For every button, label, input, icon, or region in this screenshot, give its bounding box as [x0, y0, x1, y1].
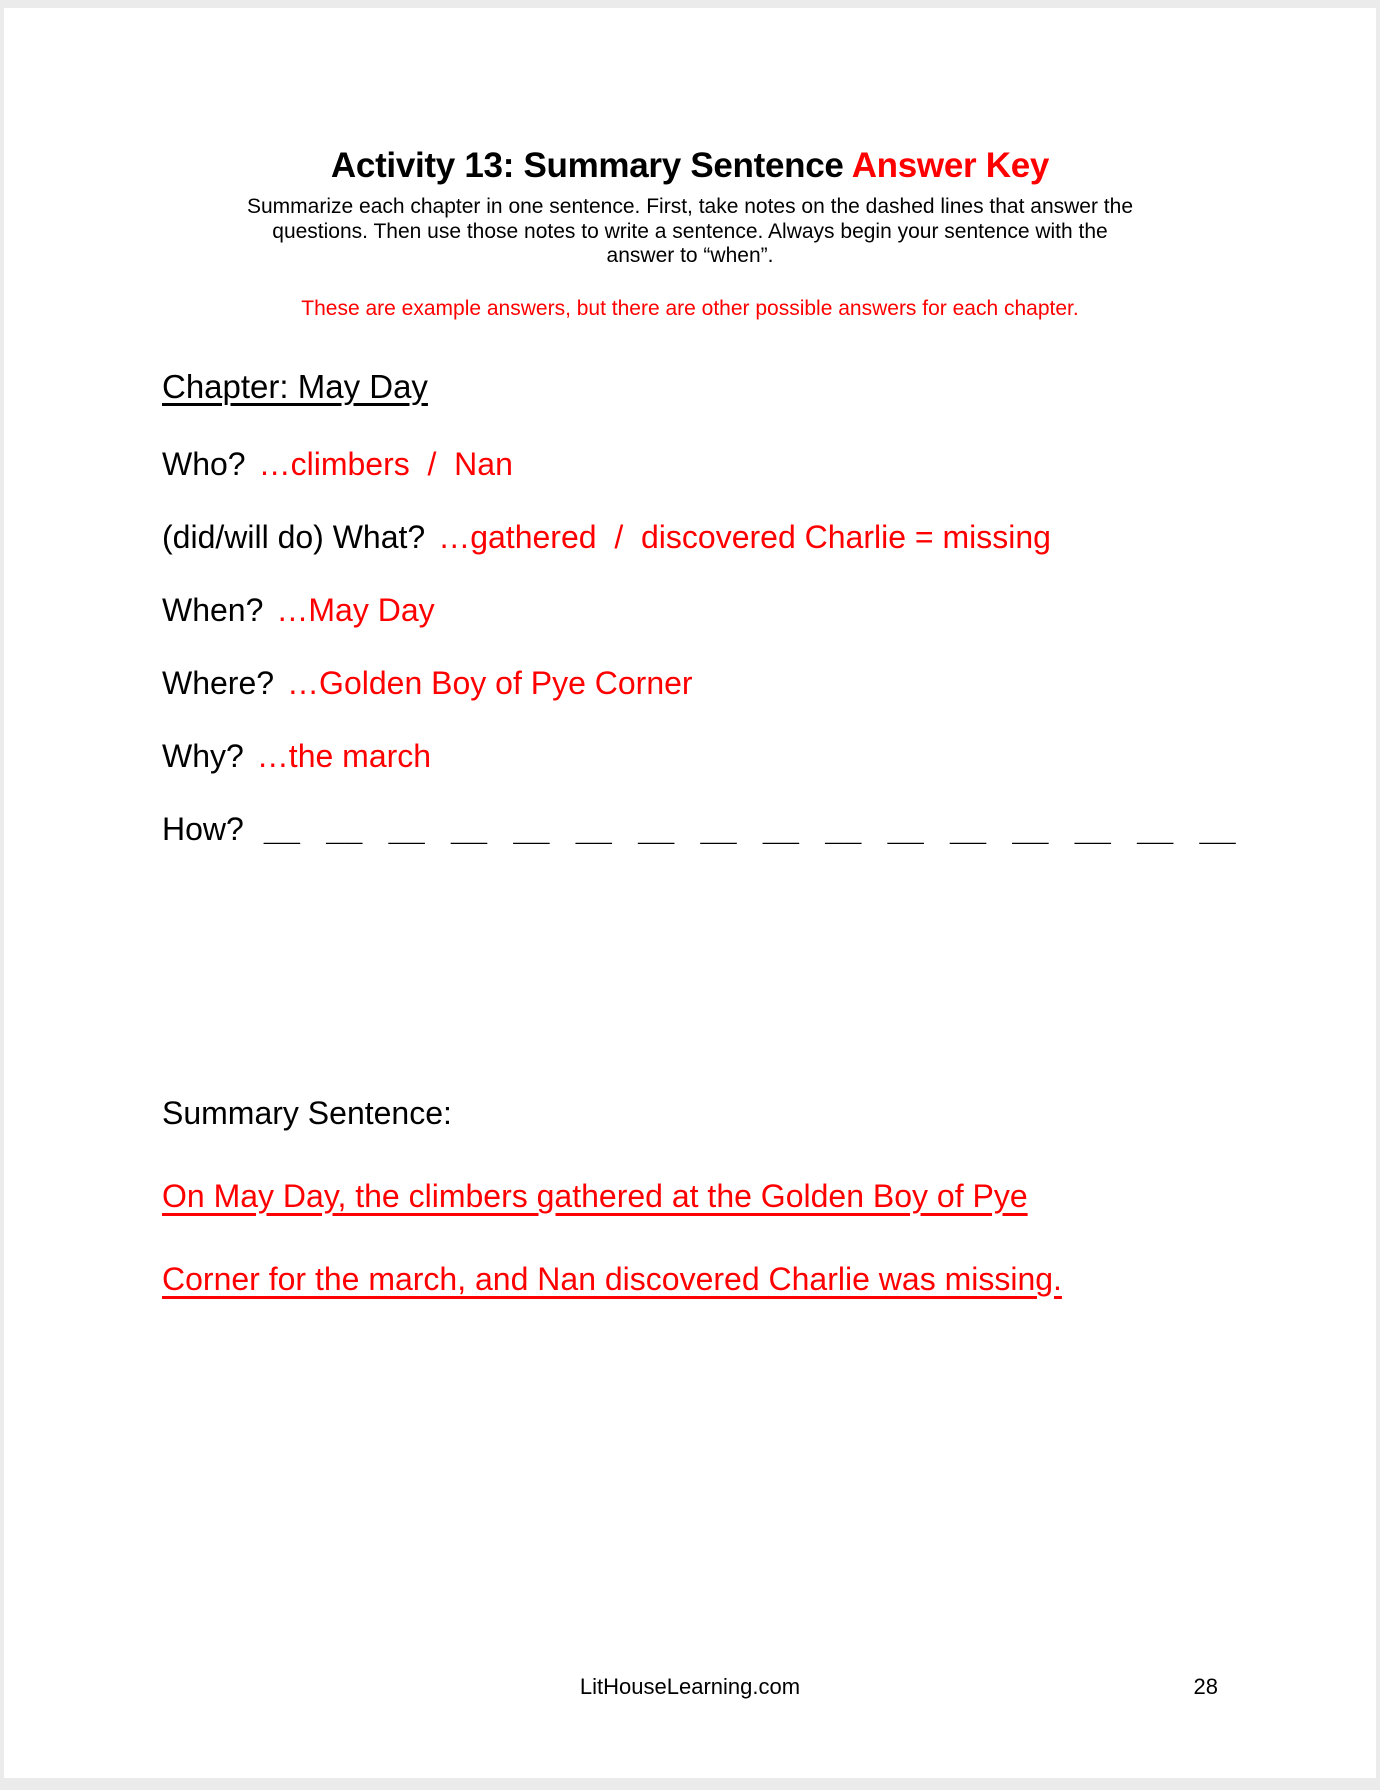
summary-sentence-line: On May Day, the climbers gathered at the Golden Boy of Pye — [162, 1177, 1028, 1214]
question-label: Who? — [162, 445, 246, 482]
blank-answer-line: __ __ __ __ __ __ __ __ __ __ __ __ __ __ __ __ — [263, 810, 1237, 847]
question-label: When? — [162, 591, 264, 628]
footer-site-name: LitHouseLearning.com — [579, 1674, 801, 1699]
worksheet-page — [4, 8, 1376, 1778]
summary-sentence-line: Corner for the march, and Nan discovered Charlie was missing. — [162, 1260, 1062, 1297]
question-label: Where? — [162, 664, 275, 701]
instructions-line: questions. Then use those notes to write a sentence. Always begin your sentence with the — [272, 219, 1108, 243]
footer-page-number: 28 — [1193, 1674, 1218, 1699]
question-row-when — [162, 591, 1218, 629]
question-answer: …gathered / discovered Charlie = missing — [438, 518, 1051, 555]
question-row-why — [162, 737, 1218, 775]
chapter-heading: Chapter: May Day — [162, 367, 428, 405]
instructions — [162, 195, 1218, 269]
question-label: Why? — [162, 737, 244, 774]
question-answer: …climbers / Nan — [258, 445, 513, 482]
question-answer: …Golden Boy of Pye Corner — [287, 664, 693, 701]
page-content — [4, 8, 1376, 1298]
question-row-where — [162, 664, 1218, 702]
example-answers-note: These are example answers, but there are other possible answers for each chapter. — [301, 296, 1079, 320]
question-answer: …May Day — [276, 591, 435, 628]
page-title-black: Activity 13: Summary Sentence — [330, 146, 844, 185]
instructions-line: answer to “when”. — [606, 244, 774, 267]
question-row-who — [162, 445, 1218, 483]
question-answer: …the march — [256, 737, 432, 774]
instructions-line: Summarize each chapter in one sentence. First, take notes on the dashed lines that answer the — [246, 195, 1133, 218]
question-row-how — [162, 810, 1237, 848]
page-title — [162, 146, 1218, 186]
page-footer — [4, 1672, 1376, 1702]
summary-sentence-heading: Summary Sentence: — [162, 1094, 452, 1131]
page-title-answer-key: Answer Key — [843, 146, 1050, 185]
question-label: How? — [162, 810, 244, 847]
question-label: (did/will do) What? — [162, 518, 426, 555]
question-row-what — [162, 518, 1218, 556]
